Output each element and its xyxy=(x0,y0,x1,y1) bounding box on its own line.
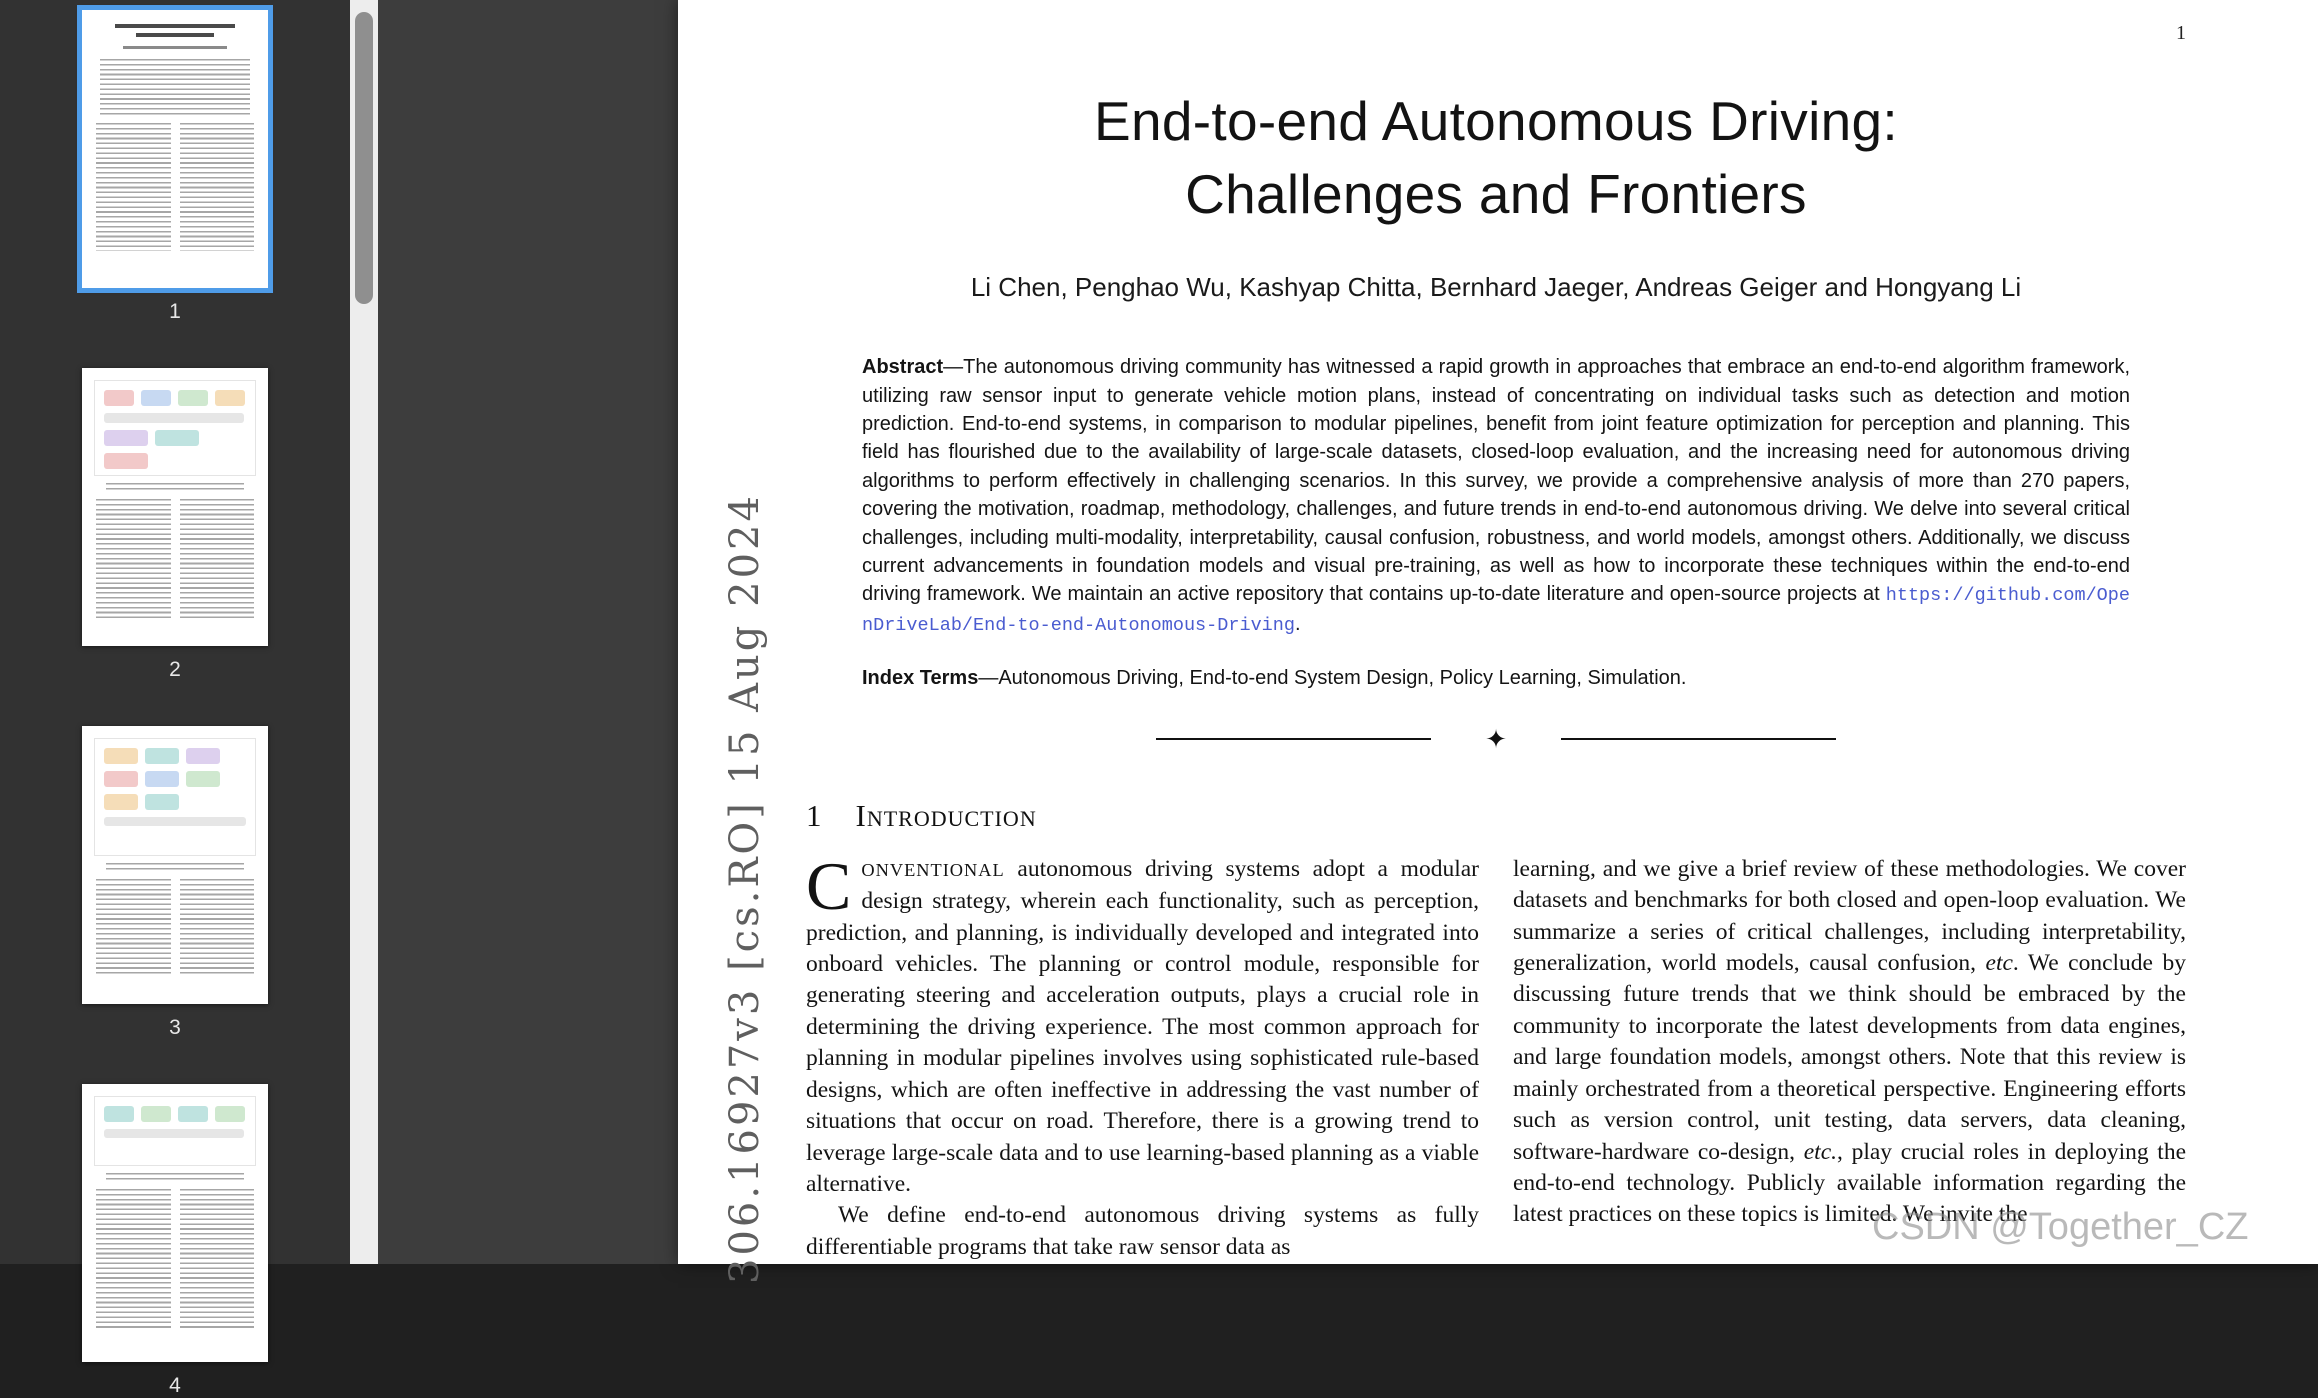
thumbnail-page-3[interactable] xyxy=(82,726,268,1004)
thumb3-chip xyxy=(145,771,179,787)
thumb3-chip xyxy=(104,748,138,764)
body-column-right xyxy=(1513,854,2186,1263)
repository-link[interactable]: https://github.com/OpenDriveLab/End-to-end-Autonomous-Driving xyxy=(862,585,2130,636)
page-number: 1 xyxy=(2176,22,2186,44)
thumb1-columns xyxy=(96,123,254,251)
csdn-watermark: CSDN @Together_CZ xyxy=(1872,1206,2249,1248)
section-number: 1 xyxy=(806,797,822,833)
thumbnail-item-2 xyxy=(0,368,350,682)
thumb3-chip xyxy=(104,771,138,787)
thumb4-caption-lines xyxy=(106,1173,244,1181)
abstract-tail: . xyxy=(1294,612,1301,635)
thumb3-col-right xyxy=(180,879,255,975)
thumb4-chip xyxy=(178,1106,208,1122)
thumbnail-sidebar xyxy=(0,0,350,1397)
paper-abstract xyxy=(862,353,2130,639)
thumb4-chip xyxy=(215,1106,245,1122)
abstract-body: —The autonomous driving community has witnessed a rapid growth in approaches that embrace an end-to-end algorithm framework, utilizing raw sensor input to generate vehicle motion plans, instead of concentrating on individual tasks such as detection and motion prediction. End-to-end systems, in comparison to modular pipelines, benefit from joint feature optimization for perception and planning. This field has flourished due to the availability of large-scale datasets, closed-loop evaluation, and the increasing need for autonomous driving algorithms to perform effectively in challenging scenarios. In this survey, we provide a comprehensive analysis of more than 270 papers, covering the motivation, roadmap, methodology, challenges, and future trends in end-to-end autonomous driving. We delve into several critical challenges, including multi-modality, interpretability, causal confusion, robustness, and world models, amongst others. Additionally, we discuss current advancements in foundation models and visual pre-training, as well as how to incorporate these techniques within the end-to-end driving framework. We maintain an active repository that contains up-to-date literature and open-source projects at xyxy=(862,356,2130,606)
thumb4-col-right xyxy=(180,1189,255,1329)
thumb2-chip xyxy=(104,413,244,423)
thumb2-col-right xyxy=(180,499,255,619)
thumb3-col-left xyxy=(96,879,171,975)
thumb3-chip xyxy=(104,794,138,810)
paper-title-line2: Challenges and Frontiers xyxy=(1185,162,1807,225)
document-viewport xyxy=(378,0,2274,1264)
thumbnail-page-2[interactable] xyxy=(82,368,268,646)
intro-paragraph-1-text: autonomous driving systems adopt a modular design strategy, wherein each functionality, such as perception, prediction, and planning, is individually developed and integrated into onboard vehicles. The planning or control module, responsible for generating steering and acceleration outputs, plays a crucial role in determining the driving experience. The most common approach for planning in modular pipelines involves using sophisticated rule-based designs, which are often ineffective in addressing the vast number of situations that occur on road. Therefore, there is a growing trend to leverage large-scale data and to use learning-based planning as a viable alternative. xyxy=(806,855,1479,1197)
section-separator xyxy=(1156,723,1836,754)
thumb2-col-left xyxy=(96,499,171,619)
thumb3-chip xyxy=(145,748,179,764)
thumb3-caption-lines xyxy=(106,863,244,871)
thumbnail-item-3 xyxy=(0,726,350,1040)
diamond-ornament-icon: ✦ xyxy=(1485,723,1507,754)
thumb3-chip xyxy=(186,771,220,787)
thumb2-chip xyxy=(178,390,208,406)
thumbnail-item-4 xyxy=(0,1084,350,1398)
section-heading-introduction xyxy=(806,798,2186,834)
section-title: Introduction xyxy=(855,797,1037,833)
thumb2-chip xyxy=(215,390,245,406)
thumb1-title-bar xyxy=(115,24,234,28)
sidebar-scrollbar-track[interactable] xyxy=(350,0,378,1264)
thumb1-title-bar2 xyxy=(136,33,214,37)
smallcaps-run: ONVENTIONAL xyxy=(861,859,1005,880)
separator-rule-right xyxy=(1561,738,1836,740)
right-col-segment: . We conclude by discussing future trends that we think should be embraced by the community to incorporate the latest developments from data engines, and large foundation models, amongst others. Note that this review is mainly orchestrated from a theoretical perspective. Engineering efforts such as version control, unit testing, data servers, data cleaning, software-hardware co-design, xyxy=(1513,950,2187,1165)
thumbnail-page-1[interactable] xyxy=(82,10,268,288)
thumb2-columns xyxy=(96,499,254,619)
arxiv-stamp: 306.16927v3 [cs.RO] 15 Aug 2024 xyxy=(722,493,768,1284)
intro-paragraph-2: We define end-to-end autonomous driving systems as fully differentiable programs that take raw sensor data as xyxy=(806,1202,1479,1260)
thumb4-col-left xyxy=(96,1189,171,1329)
thumb4-chip xyxy=(104,1106,134,1122)
thumb2-chip xyxy=(104,430,148,446)
thumb4-chip xyxy=(104,1129,244,1138)
index-terms xyxy=(862,667,2130,690)
dropcap-letter: C xyxy=(806,847,852,924)
thumb4-figure xyxy=(94,1096,256,1166)
thumbnail-item-1 xyxy=(0,10,350,324)
thumb2-chip xyxy=(104,453,148,469)
thumb1-abstract-lines xyxy=(100,59,250,115)
paper-title-line1: End-to-end Autonomous Driving: xyxy=(1094,90,1898,152)
body-columns xyxy=(806,847,2187,1263)
thumb2-chip xyxy=(141,390,171,406)
thumbnail-label-1: 1 xyxy=(169,300,181,323)
thumb2-chip xyxy=(104,390,134,406)
separator-rule-left xyxy=(1156,738,1431,740)
body-column-left xyxy=(806,847,1479,1263)
thumb1-author-bar xyxy=(123,46,227,49)
thumb1-col-right xyxy=(180,123,255,251)
paper-title xyxy=(806,85,2186,230)
thumb3-chip xyxy=(145,794,179,810)
paper-authors: Li Chen, Penghao Wu, Kashyap Chitta, Bernhard Jaeger, Andreas Geiger and Hongyang Li xyxy=(970,272,2022,303)
sidebar-scrollbar-thumb[interactable] xyxy=(355,12,373,304)
thumbnail-label-3: 3 xyxy=(169,1016,181,1039)
right-col-segment: learning, and we give a brief review of these methodologies. We cover datasets and benchmarks for both closed and open-loop evaluation. We summarize a series of critical challenges, including interpretability, generalization, world models, causal confusion, xyxy=(1513,855,2186,977)
thumb2-caption-lines xyxy=(106,483,244,491)
intro-paragraph-1 xyxy=(806,847,1479,1200)
index-terms-label: Index Terms xyxy=(862,666,979,689)
intro-paragraph-continued xyxy=(1513,854,2186,1231)
index-terms-body: —Autonomous Driving, End-to-end System Design, Policy Learning, Simulation. xyxy=(978,666,1687,689)
thumb2-chip xyxy=(155,430,199,446)
thumbnail-label-2: 2 xyxy=(169,658,181,681)
thumb3-chip xyxy=(104,817,246,826)
document-page-1 xyxy=(678,0,2318,1264)
thumb1-col-left xyxy=(96,123,171,251)
thumb4-columns xyxy=(96,1189,254,1329)
thumb3-columns xyxy=(96,879,254,975)
right-col-etc: etc xyxy=(1985,950,2013,977)
thumbnail-label-4: 4 xyxy=(169,1374,181,1397)
thumb4-chip xyxy=(141,1106,171,1122)
thumb3-figure xyxy=(94,738,256,856)
thumb2-figure xyxy=(94,380,256,476)
right-col-segment: , play crucial roles in deploying the end-to-end technology. Publicly available information regarding the latest practices on these topics is limited. We invite the xyxy=(1513,1138,2186,1228)
thumb3-chip xyxy=(186,748,220,764)
abstract-label: Abstract xyxy=(862,356,944,379)
right-col-etc: etc. xyxy=(1803,1138,1838,1165)
thumbnail-page-4[interactable] xyxy=(82,1084,268,1362)
